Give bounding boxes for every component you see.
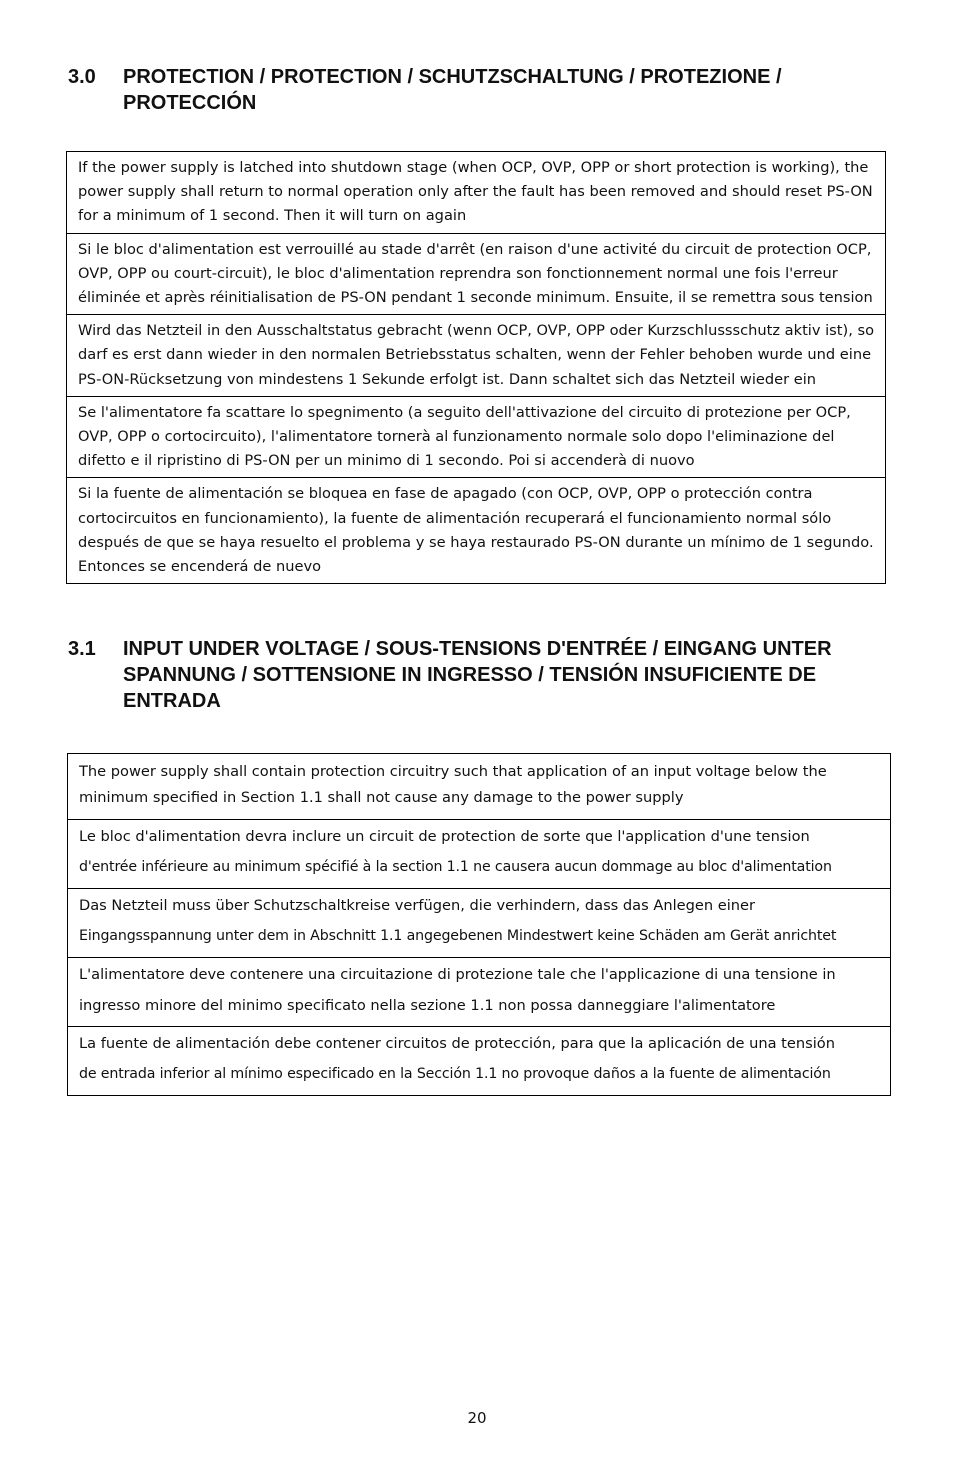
page-number: 20 xyxy=(467,1409,487,1427)
text-cell-german: Wird das Netzteil in den Ausschaltstatus gebracht (wenn OCP, OVP, OPP oder Kurzschlussschutz aktiv ist), so darf es erst dann wieder in den normalen Betriebsstatus schalten, wenn der Fehler behoben wurde und eine PS-ON-Rücksetzung von mindestens 1 Sekunde erfolgt ist. Dann schaltet sich das Netzteil wieder ein xyxy=(67,315,886,397)
text-cell-german xyxy=(68,889,891,958)
table-row xyxy=(67,152,886,234)
text-cell-french xyxy=(68,820,891,889)
table-row xyxy=(68,820,891,889)
table-row xyxy=(67,396,886,478)
table-row xyxy=(68,889,891,958)
text-line: Eingangsspannung unter dem in Abschnitt 1.1 angegebenen Mindestwert keine Schäden am Gerät anrichtet xyxy=(79,928,837,944)
text-cell-french: Si le bloc d'alimentation est verrouillé au stade d'arrêt (en raison d'une activité du circuit de protection OCP, OVP, OPP ou court-circuit), le bloc d'alimentation reprendra son fonctionnement normal une fois l'erreur éliminée et après réinitialisation de PS-ON pendant 1 seconde minimum. Ensuite, il se remettra sous tension xyxy=(67,233,886,315)
text-cell-english: If the power supply is latched into shutdown stage (when OCP, OVP, OPP or short protection is working), the power supply shall return to normal operation only after the fault has been removed and should reset PS-ON for a minimum of 1 second. Then it will turn on again xyxy=(78,159,873,225)
input-under-voltage-table xyxy=(67,753,891,1096)
section-number: 3.1 xyxy=(68,638,96,660)
text-line: ingresso minore del minimo specificato nella sezione 1.1 non possa danneggiare l'alimentatore xyxy=(79,997,776,1014)
section-3-1-heading xyxy=(68,636,893,714)
table-row xyxy=(68,1027,891,1096)
text-line: L'alimentatore deve contenere una circuitazione di protezione tale che l'applicazione di una tensione in xyxy=(79,966,836,983)
table-row xyxy=(67,315,886,397)
text-line: minimum specified in Section 1.1 shall not cause any damage to the power supply xyxy=(79,789,684,806)
text-cell-italian xyxy=(68,958,891,1027)
section-number: 3.0 xyxy=(68,66,96,88)
text-cell-italian: Se l'alimentatore fa scattare lo spegnimento (a seguito dell'attivazione del circuito di protezione per OCP, OVP, OPP o cortocircuito), l'alimentatore tornerà al funzionamento normale solo dopo l'eliminazione del difetto e il ripristino di PS-ON per un minimo di 1 secondo. Poi si accenderà di nuovo xyxy=(67,396,886,478)
text-cell-spanish xyxy=(68,1027,891,1096)
table-row xyxy=(67,478,886,584)
table-row xyxy=(68,754,891,820)
section-3-0-heading xyxy=(68,64,858,116)
protection-table xyxy=(66,151,886,584)
text-line: Das Netzteil muss über Schutzschaltkreise verfügen, die verhindern, dass das Anlegen einer xyxy=(79,897,756,914)
section-title: INPUT UNDER VOLTAGE / SOUS-TENSIONS D'ENTRÉE / EINGANG UNTER SPANNUNG / SOTTENSIONE IN INGRESSO / TENSIÓN INSUFICIENTE DE ENTRADA xyxy=(123,638,832,712)
text-line: La fuente de alimentación debe contener circuitos de protección, para que la aplicación de una tensión xyxy=(79,1035,835,1052)
text-line: d'entrée inférieure au minimum spécifié à la section 1.1 ne causera aucun dommage au bloc d'alimentation xyxy=(79,859,832,875)
text-line: de entrada inferior al mínimo especificado en la Sección 1.1 no provoque daños a la fuente de alimentación xyxy=(79,1066,831,1082)
text-line: Le bloc d'alimentation devra inclure un circuit de protection de sorte que l'application d'une tension xyxy=(79,828,810,845)
text-cell-spanish: Si la fuente de alimentación se bloquea en fase de apagado (con OCP, OVP, OPP o protección contra cortocircuitos en funcionamiento), la fuente de alimentación recuperará el funcionamiento normal sólo después de que se haya resuelto el problema y se haya restaurado PS-ON durante un mínimo de 1 segundo. Entonces se encenderá de nuevo xyxy=(67,478,886,584)
text-line: The power supply shall contain protection circuitry such that application of an input voltage below the xyxy=(79,763,827,780)
table-row xyxy=(68,958,891,1027)
section-title: PROTECTION / PROTECTION / SCHUTZSCHALTUNG / PROTEZIONE / PROTECCIÓN xyxy=(123,66,782,114)
table-row xyxy=(67,233,886,315)
text-cell-english xyxy=(68,754,891,820)
